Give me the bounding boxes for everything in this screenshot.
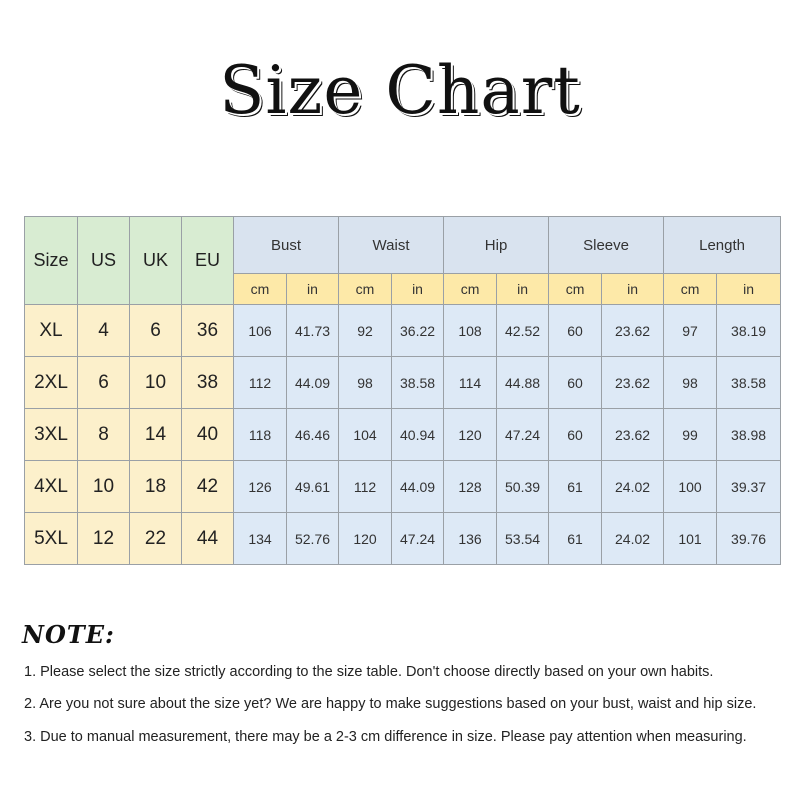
- waist-header: Waist: [339, 217, 444, 274]
- length-in-cell: 39.76: [717, 513, 781, 565]
- size-cell: XL: [25, 305, 78, 357]
- sleeve-in-cell: 23.62: [602, 305, 664, 357]
- waist-in-cell: 36.22: [392, 305, 444, 357]
- table-row: [25, 513, 781, 565]
- header-row: [25, 217, 781, 274]
- hip-cm-cell: 128: [444, 461, 497, 513]
- waist-in-cell: 40.94: [392, 409, 444, 461]
- note-line-1: 1. Please select the size strictly according to the size table. Don't choose directly based on your own habits.: [24, 664, 714, 680]
- hip-in-cell: 50.39: [497, 461, 549, 513]
- page-title: Size Chart: [219, 52, 581, 129]
- us-cell: 10: [78, 461, 130, 513]
- uk-cell: 22: [130, 513, 182, 565]
- bust-in-cell: 44.09: [287, 357, 339, 409]
- length-header: Length: [664, 217, 781, 274]
- size-table: [24, 216, 781, 565]
- sleeve-in-cell: 24.02: [602, 513, 664, 565]
- hip-header: Hip: [444, 217, 549, 274]
- unit-in: in: [392, 274, 444, 305]
- waist-in-cell: 44.09: [392, 461, 444, 513]
- length-cm-cell: 97: [664, 305, 717, 357]
- sleeve-in-cell: 24.02: [602, 461, 664, 513]
- uk-cell: 6: [130, 305, 182, 357]
- sleeve-header: Sleeve: [549, 217, 664, 274]
- table-row: [25, 305, 781, 357]
- size-cell: 5XL: [25, 513, 78, 565]
- sleeve-cm-cell: 60: [549, 305, 602, 357]
- table-row: [25, 461, 781, 513]
- unit-cm: cm: [444, 274, 497, 305]
- unit-cm: cm: [549, 274, 602, 305]
- bust-cm-cell: 106: [234, 305, 287, 357]
- uk-cell: 18: [130, 461, 182, 513]
- size-cell: 4XL: [25, 461, 78, 513]
- waist-in-cell: 38.58: [392, 357, 444, 409]
- waist-cm-cell: 120: [339, 513, 392, 565]
- bust-cm-cell: 134: [234, 513, 287, 565]
- waist-cm-cell: 104: [339, 409, 392, 461]
- us-cell: 6: [78, 357, 130, 409]
- hip-in-cell: 47.24: [497, 409, 549, 461]
- table-row: [25, 409, 781, 461]
- eu-cell: 38: [182, 357, 234, 409]
- unit-cm: cm: [664, 274, 717, 305]
- uk-header: UK: [130, 217, 182, 305]
- length-in-cell: 39.37: [717, 461, 781, 513]
- waist-cm-cell: 92: [339, 305, 392, 357]
- sleeve-in-cell: 23.62: [602, 357, 664, 409]
- uk-cell: 10: [130, 357, 182, 409]
- note-line-2: 2. Are you not sure about the size yet? We are happy to make suggestions based on your bust, waist and hip size.: [24, 696, 757, 712]
- eu-cell: 42: [182, 461, 234, 513]
- eu-cell: 36: [182, 305, 234, 357]
- hip-in-cell: 42.52: [497, 305, 549, 357]
- unit-cm: cm: [234, 274, 287, 305]
- sleeve-in-cell: 23.62: [602, 409, 664, 461]
- table-row: [25, 357, 781, 409]
- hip-cm-cell: 120: [444, 409, 497, 461]
- uk-cell: 14: [130, 409, 182, 461]
- us-header: US: [78, 217, 130, 305]
- unit-cm: cm: [339, 274, 392, 305]
- bust-cm-cell: 126: [234, 461, 287, 513]
- waist-cm-cell: 98: [339, 357, 392, 409]
- sleeve-cm-cell: 61: [549, 513, 602, 565]
- hip-cm-cell: 136: [444, 513, 497, 565]
- bust-in-cell: 52.76: [287, 513, 339, 565]
- length-in-cell: 38.98: [717, 409, 781, 461]
- us-cell: 12: [78, 513, 130, 565]
- length-in-cell: 38.58: [717, 357, 781, 409]
- bust-in-cell: 46.46: [287, 409, 339, 461]
- bust-in-cell: 49.61: [287, 461, 339, 513]
- note-line-3: 3. Due to manual measurement, there may be a 2-3 cm difference in size. Please pay attention when measuring.: [24, 729, 747, 745]
- hip-cm-cell: 108: [444, 305, 497, 357]
- unit-in: in: [602, 274, 664, 305]
- unit-in: in: [717, 274, 781, 305]
- sleeve-cm-cell: 60: [549, 357, 602, 409]
- hip-cm-cell: 114: [444, 357, 497, 409]
- bust-cm-cell: 118: [234, 409, 287, 461]
- waist-cm-cell: 112: [339, 461, 392, 513]
- sleeve-cm-cell: 60: [549, 409, 602, 461]
- note-title: NOTE:: [22, 620, 115, 649]
- length-in-cell: 38.19: [717, 305, 781, 357]
- bust-in-cell: 41.73: [287, 305, 339, 357]
- hip-in-cell: 53.54: [497, 513, 549, 565]
- us-cell: 8: [78, 409, 130, 461]
- unit-in: in: [287, 274, 339, 305]
- eu-cell: 40: [182, 409, 234, 461]
- size-cell: 2XL: [25, 357, 78, 409]
- waist-in-cell: 47.24: [392, 513, 444, 565]
- bust-header: Bust: [234, 217, 339, 274]
- us-cell: 4: [78, 305, 130, 357]
- length-cm-cell: 101: [664, 513, 717, 565]
- length-cm-cell: 98: [664, 357, 717, 409]
- length-cm-cell: 100: [664, 461, 717, 513]
- unit-in: in: [497, 274, 549, 305]
- bust-cm-cell: 112: [234, 357, 287, 409]
- hip-in-cell: 44.88: [497, 357, 549, 409]
- length-cm-cell: 99: [664, 409, 717, 461]
- eu-cell: 44: [182, 513, 234, 565]
- sleeve-cm-cell: 61: [549, 461, 602, 513]
- size-header: Size: [25, 217, 78, 305]
- size-cell: 3XL: [25, 409, 78, 461]
- eu-header: EU: [182, 217, 234, 305]
